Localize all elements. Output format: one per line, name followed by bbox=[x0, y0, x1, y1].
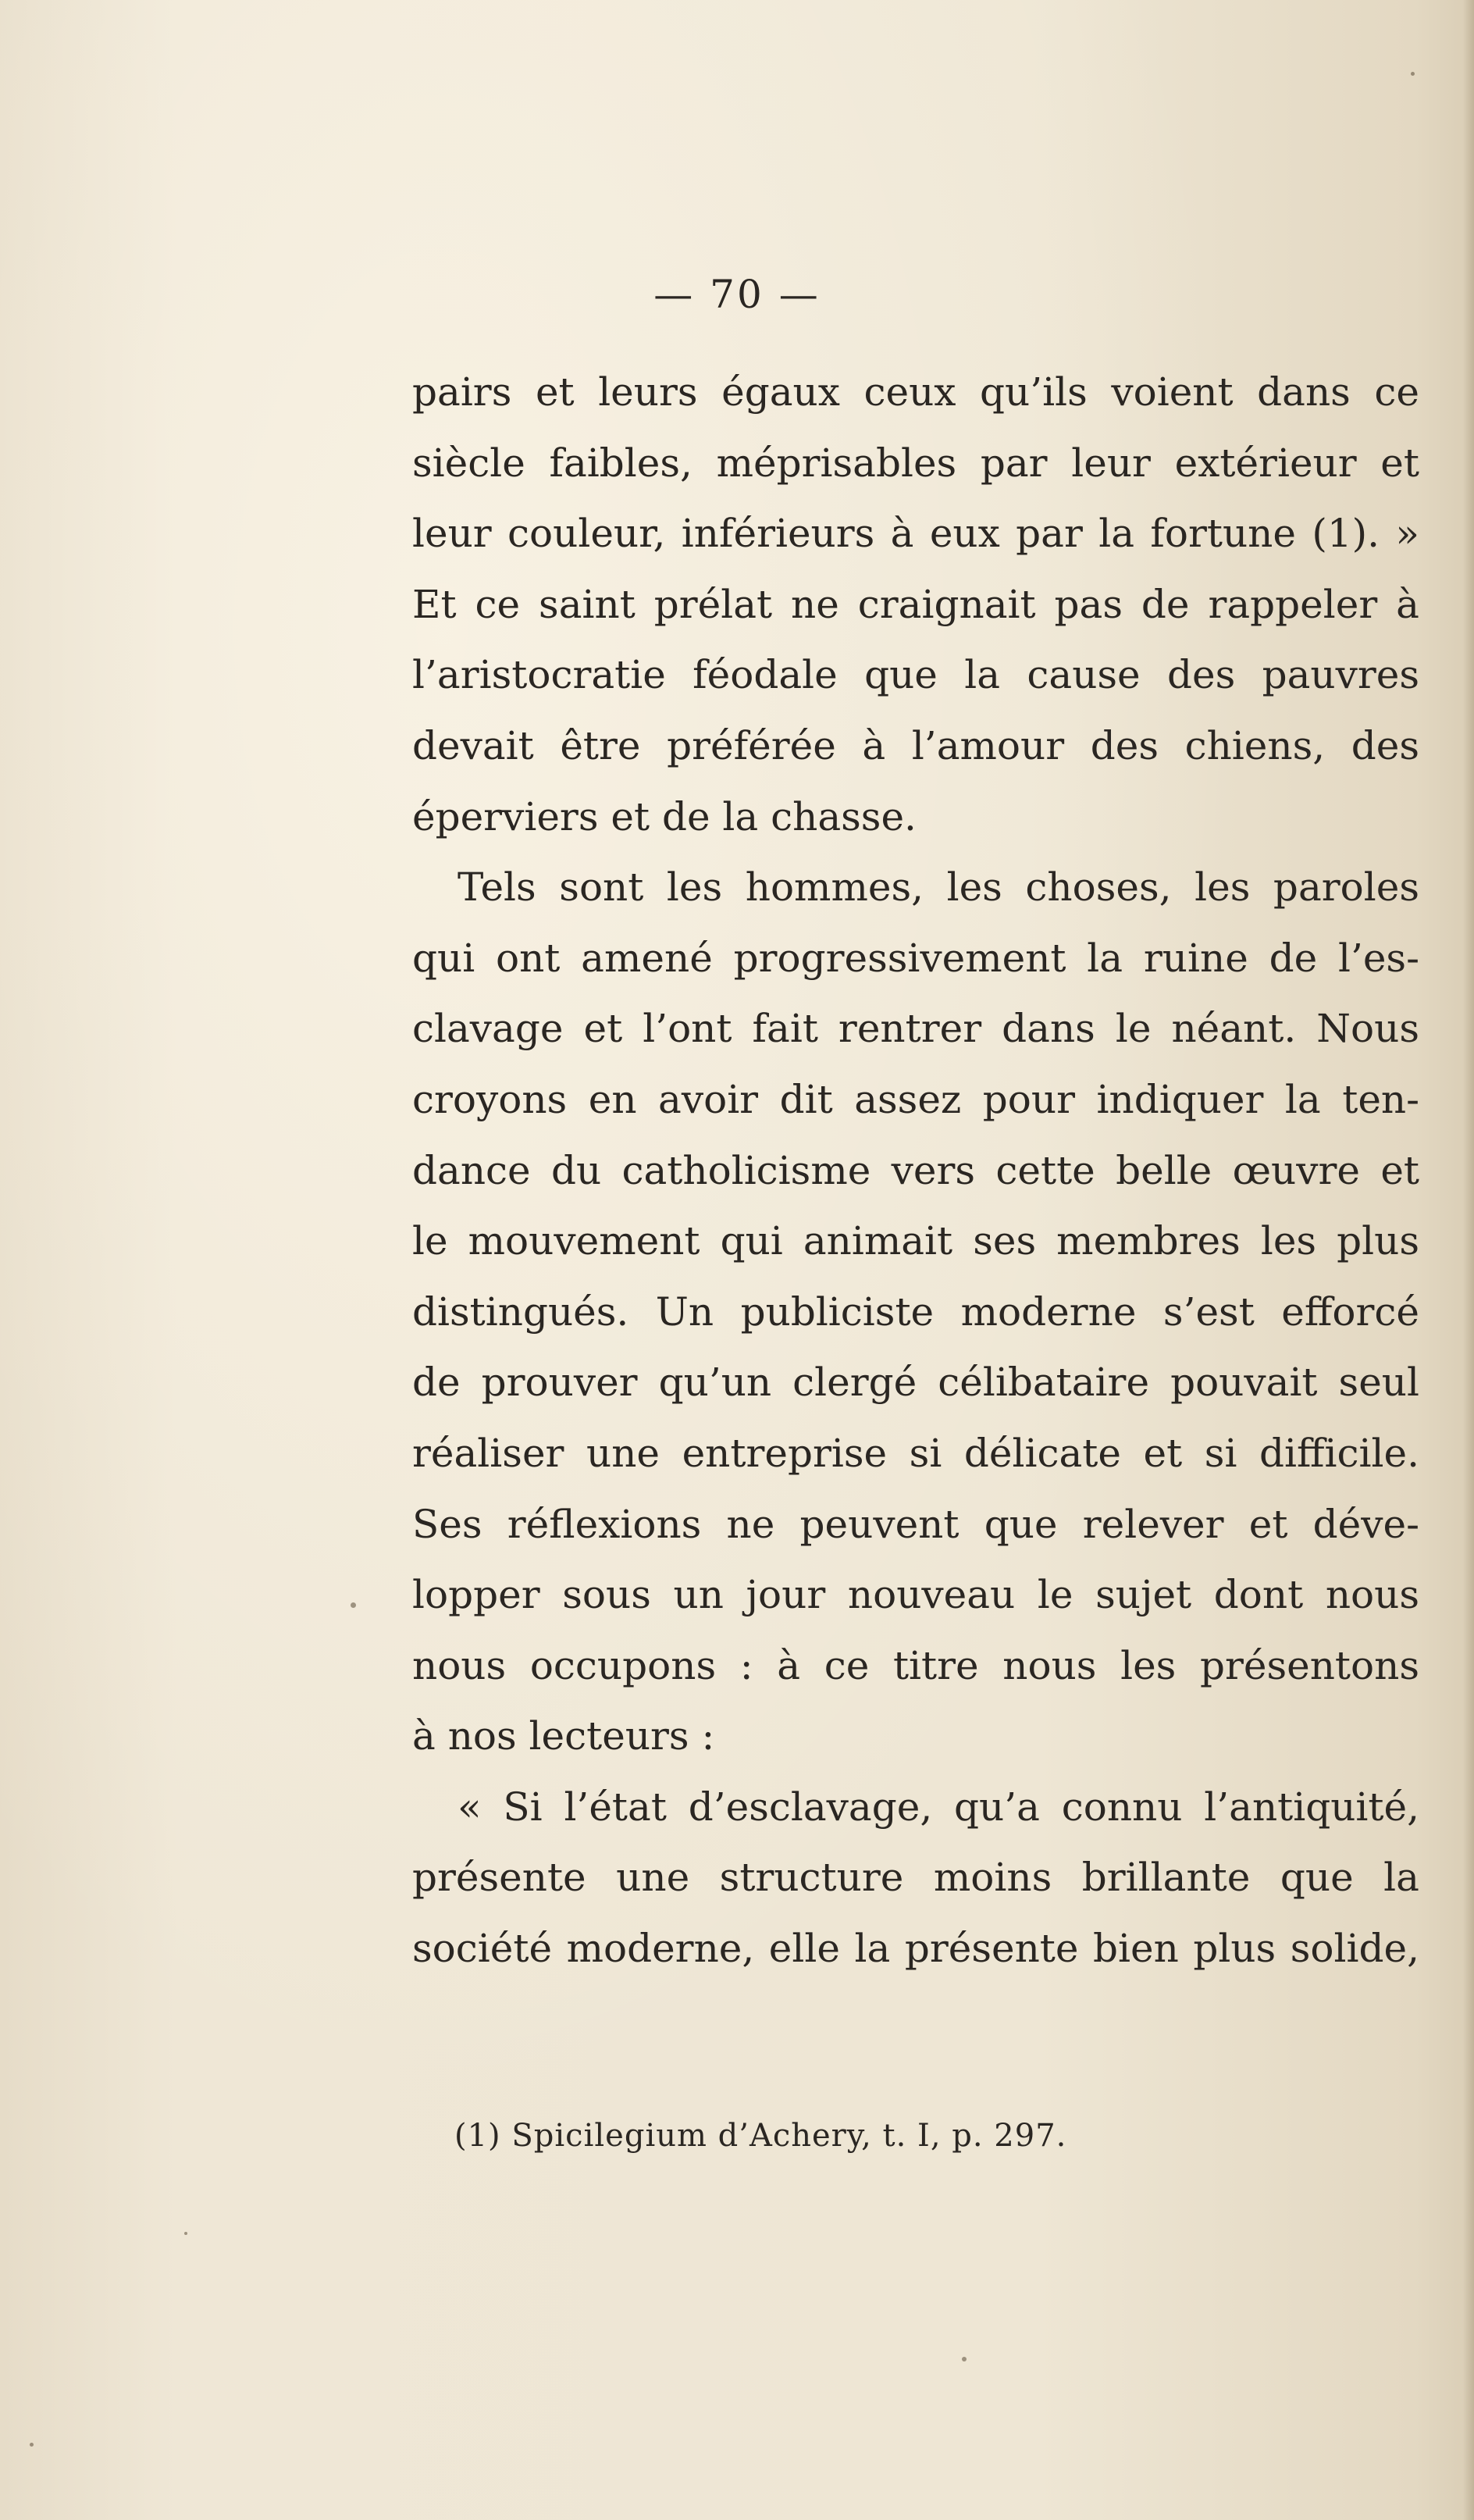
text-line: à nos lecteurs : bbox=[412, 1713, 715, 1759]
paper-speck bbox=[962, 2357, 967, 2361]
text-line: leur couleur, inférieurs à eux par la fortune (1). » bbox=[412, 511, 1419, 557]
text-line: siècle faibles, méprisables par leur extérieur et bbox=[412, 440, 1419, 486]
text-line: nous occupons : à ce titre nous les présentons bbox=[412, 1642, 1419, 1688]
text-line: réaliser une entreprise si délicate et si difficile. bbox=[412, 1430, 1419, 1476]
text-line: éperviers et de la chasse. bbox=[412, 793, 917, 839]
paper-speck bbox=[1411, 72, 1415, 76]
page-edge-shadow bbox=[1463, 0, 1474, 2520]
text-line: dance du catholicisme vers cette belle œuvre et bbox=[412, 1147, 1419, 1193]
text-line: distingués. Un publiciste moderne s’est efforcé bbox=[412, 1289, 1419, 1335]
body-text bbox=[412, 357, 1419, 1984]
paper-speck bbox=[30, 2443, 34, 2447]
text-line: société moderne, elle la présente bien plus solide, bbox=[412, 1926, 1419, 1972]
footnote: (1) Spicilegium d’Achery, t. I, p. 297. bbox=[454, 2118, 1067, 2154]
text-line: « Si l’état d’esclavage, qu’a connu l’antiquité, bbox=[458, 1784, 1419, 1830]
text-line: devait être préférée à l’amour des chiens, des bbox=[412, 722, 1419, 768]
text-line: le mouvement qui animait ses membres les plus bbox=[412, 1218, 1419, 1264]
text-line: pairs et leurs égaux ceux qu’ils voient dans ce bbox=[412, 369, 1419, 415]
text-line: l’aristocratie féodale que la cause des pauvres bbox=[412, 652, 1419, 698]
text-line: de prouver qu’un clergé célibataire pouvait seul bbox=[412, 1360, 1419, 1406]
text-line: qui ont amené progressivement la ruine de l’es- bbox=[412, 935, 1419, 981]
text-line: Et ce saint prélat ne craignait pas de rappeler à bbox=[412, 581, 1419, 627]
page-number: — 70 — bbox=[653, 272, 821, 317]
paper-speck bbox=[184, 2232, 187, 2235]
text-line: Ses réflexions ne peuvent que relever et déve- bbox=[412, 1501, 1419, 1547]
text-line: croyons en avoir dit assez pour indiquer la ten- bbox=[412, 1076, 1419, 1122]
text-line: clavage et l’ont fait rentrer dans le néant. Nous bbox=[412, 1006, 1419, 1052]
text-line: lopper sous un jour nouveau le sujet dont nous bbox=[412, 1572, 1419, 1618]
text-line: Tels sont les hommes, les choses, les paroles bbox=[458, 864, 1419, 911]
text-line: présente une structure moins brillante que la bbox=[412, 1855, 1419, 1901]
paper-speck bbox=[351, 1602, 356, 1608]
